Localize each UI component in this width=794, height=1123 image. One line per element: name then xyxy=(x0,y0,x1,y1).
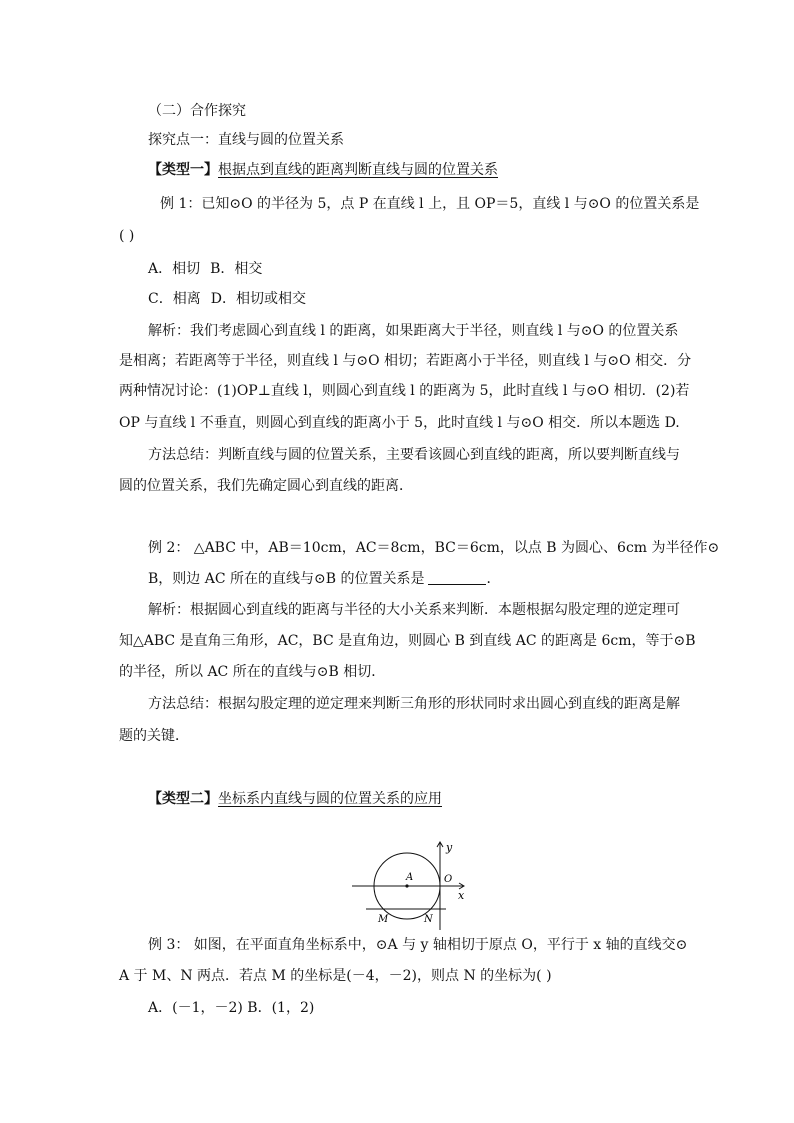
ex2-question-end: ． xyxy=(486,571,501,587)
type1-heading xyxy=(148,160,498,180)
type1-title: 根据点到直线的距离判断直线与圆的位置关系 xyxy=(218,162,498,178)
ex1-summary-line: 方法总结：判断直线与圆的位置关系，主要看该圆心到直线的距离，所以要判断直线与 xyxy=(148,447,680,463)
ex2-question-text: B，则边 AC 所在的直线与⊙B 的位置关系是 xyxy=(148,571,425,587)
ex2-analysis-line: 的半径，所以 AC 所在的直线与⊙B 相切． xyxy=(119,664,386,680)
label-y: y xyxy=(446,841,453,854)
ex1-option-b: B．相交 xyxy=(210,261,263,277)
ex1-question-line2: ( ) xyxy=(119,228,135,244)
ex2-question-line1: 例 2： △ABC 中，AB＝10cm，AC＝8cm，BC＝6cm，以点 B 为圆心、6cm 为半径作⊙ xyxy=(148,540,720,556)
ex1-analysis-line: 解析：我们考虑圆心到直线 l 的距离，如果距离大于半径，则直线 l 与⊙O 的位置关系 xyxy=(148,323,679,339)
ex1-options-row1 xyxy=(148,259,262,279)
label-x: x xyxy=(458,889,465,902)
ex1-analysis-line: 是相离；若距离等于半径，则直线 l 与⊙O 相切；若距离小于半径，则直线 l 与⊙O 相交．分 xyxy=(119,353,692,369)
ex2-question-line2 xyxy=(148,569,500,589)
point-title: 探究点一：直线与圆的位置关系 xyxy=(148,132,344,148)
ex3-options-row: A．(－1，－2) B．(1，2) xyxy=(148,1000,315,1016)
ex1-option-c: C．相离 xyxy=(148,291,201,307)
type1-bracket: 【类型一】 xyxy=(148,162,218,178)
label-n: N xyxy=(424,914,433,925)
type2-title: 坐标系内直线与圆的位置关系的应用 xyxy=(218,791,442,807)
ex3-question-line1: 例 3： 如图，在平面直角坐标系中，⊙A 与 y 轴相切于原点 O，平行于 x 轴的直线交⊙ xyxy=(148,937,688,953)
coordinate-figure xyxy=(340,838,480,930)
center-point-a xyxy=(405,884,408,887)
section-heading: （二）合作探究 xyxy=(148,103,246,119)
ex2-analysis-line: 知△ABC 是直角三角形，AC，BC 是直角边，则圆心 B 到直线 AC 的距离是 6cm，等于⊙B xyxy=(119,633,696,649)
answer-blank xyxy=(428,570,486,585)
ex2-summary-line: 方法总结：根据勾股定理的逆定理来判断三角形的形状同时求出圆心到直线的距离是解 xyxy=(148,696,680,712)
ex1-analysis-line: OP 与直线 l 不垂直，则圆心到直线的距离小于 5，此时直线 l 与⊙O 相交．所以本题选 D. xyxy=(119,415,680,431)
label-o: O xyxy=(444,874,453,885)
label-a: A xyxy=(406,872,414,883)
ex1-analysis-line: 两种情况讨论：(1)OP⊥直线 l，则圆心到直线 l 的距离为 5，此时直线 l 与⊙O 相切．(2)若 xyxy=(119,383,690,399)
type2-bracket: 【类型二】 xyxy=(148,791,218,807)
type2-heading xyxy=(148,789,442,809)
ex2-analysis-line: 解析：根据圆心到直线的距离与半径的大小关系来判断．本题根据勾股定理的逆定理可 xyxy=(148,602,680,618)
ex1-summary-line: 圆的位置关系，我们先确定圆心到直线的距离． xyxy=(119,478,413,494)
label-m: M xyxy=(378,914,389,925)
ex2-summary-line: 题的关键． xyxy=(119,728,189,744)
ex1-options-row2 xyxy=(148,289,306,309)
ex1-question-line1: 例 1：已知⊙O 的半径为 5，点 P 在直线 l 上，且 OP＝5，直线 l 与⊙O 的位置关系是 xyxy=(160,196,700,212)
ex1-option-a: A．相切 xyxy=(148,261,201,277)
ex1-option-d: D．相切或相交 xyxy=(210,291,306,307)
ex3-question-line2: A 于 M、N 两点．若点 M 的坐标是(－4，－2)，则点 N 的坐标为( ) xyxy=(119,968,552,984)
